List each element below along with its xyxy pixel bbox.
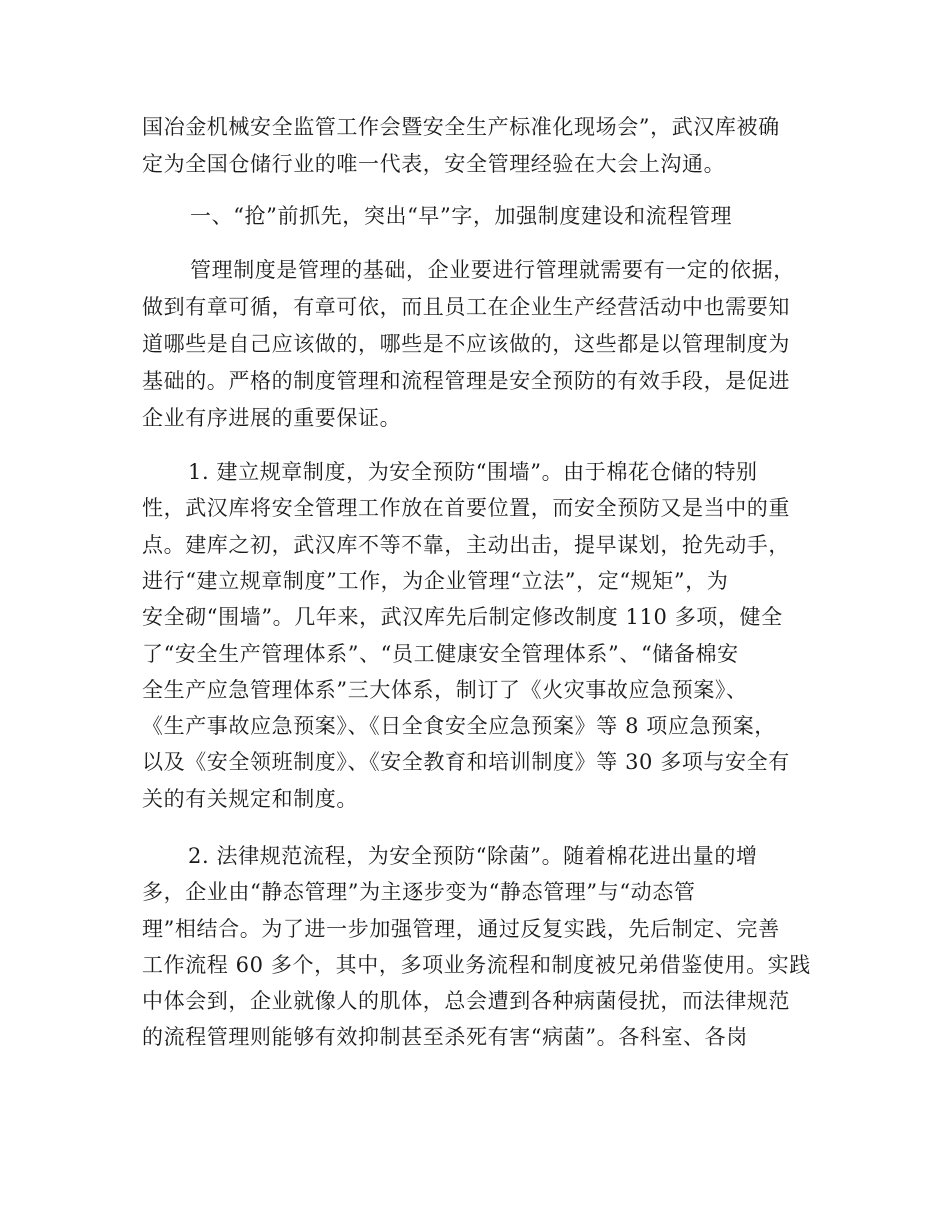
text-line: 工作流程 60 多个，其中，多项业务流程和制度被兄弟借鉴使用。实践: [142, 953, 811, 977]
text-line: 国冶金机械安全监管工作会暨安全生产标准化现场会”，武汉库被确: [142, 115, 780, 139]
text-line: 以及《安全领班制度》、《安全教育和培训制度》等 30 多项与安全有: [142, 750, 790, 774]
text-line: 的流程管理则能够有效抑制甚至杀死有害“病菌”。各科室、各岗: [142, 1025, 748, 1049]
text-line: 1. 建立规章制度，为安全预防“围墙”。由于棉花仓储的特别: [188, 460, 758, 484]
text-line: 多，企业由“静态管理”为主逐步变为“静态管理”与“动态管: [142, 880, 696, 904]
text-line: 管理制度是管理的基础，企业要进行管理就需要有一定的依据，: [190, 258, 795, 282]
text-line: 道哪些是自己应该做的，哪些是不应该做的，这些都是以管理制度为: [142, 332, 790, 356]
text-line: 性，武汉库将安全管理工作放在首要位置，而安全预防又是当中的重: [142, 496, 790, 520]
text-line: 做到有章可循，有章可依，而且员工在企业生产经营活动中也需要知: [142, 295, 790, 319]
text-line: 进行“建立规章制度”工作，为企业管理“立法”，定“规矩”，为: [142, 569, 729, 593]
text-line: 中体会到，企业就像人的肌体，总会遭到各种病菌侵扰，而法律规范: [142, 989, 790, 1013]
text-line: 《生产事故应急预案》、《日全食安全应急预案》等 8 项应急预案，: [142, 714, 776, 738]
section-heading: 一、“抢”前抓先，突出“早”字，加强制度建设和流程管理: [190, 204, 733, 228]
text-line: 全生产应急管理体系”三大体系，制订了《火灾事故应急预案》、: [142, 678, 748, 702]
text-line: 点。建库之初，武汉库不等不靠，主动出击，提早谋划，抢先动手，: [142, 533, 790, 557]
text-line: 企业有序进展的重要保证。: [142, 406, 402, 430]
text-line: 关的有关规定和制度。: [142, 787, 358, 811]
text-line: 定为全国仓储行业的唯一代表，安全管理经验在大会上沟通。: [142, 152, 726, 176]
text-line: 安全砌“围墙”。几年来，武汉库先后制定修改制度 110 多项，健全: [142, 605, 783, 629]
text-line: 理”相结合。为了进一步加强管理，通过反复实践，先后制定、完善: [142, 917, 780, 941]
text-line: 基础的。严格的制度管理和流程管理是安全预防的有效手段，是促进: [142, 369, 790, 393]
text-line: 2. 法律规范流程，为安全预防“除菌”。随着棉花进出量的增: [188, 844, 758, 868]
text-line: 了“安全生产管理体系”、“员工健康安全管理体系”、“储备棉安: [142, 642, 739, 666]
